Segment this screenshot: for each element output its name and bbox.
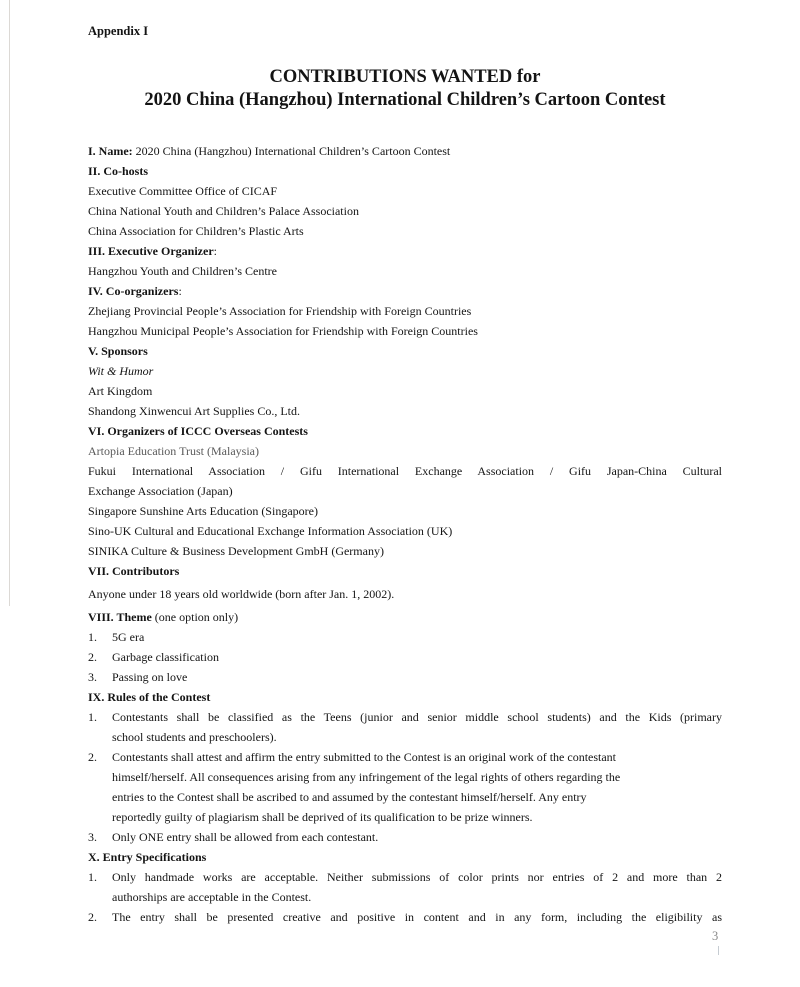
- text-run: VII. Contributors: [88, 564, 180, 578]
- doc-line: [88, 767, 722, 787]
- title-line-2: 2020 China (Hangzhou) International Children’s Cartoon Contest: [144, 90, 666, 110]
- text-run: Anyone under 18 years old worldwide (born after Jan. 1, 2002).: [88, 587, 395, 601]
- document-body: [88, 141, 722, 927]
- text-run: V. Sponsors: [88, 344, 148, 358]
- text-run: authorships are acceptable in the Contest.: [112, 890, 312, 904]
- doc-line: [88, 707, 722, 727]
- text-run: Singapore Sunshine Arts Education (Singapore): [88, 504, 318, 518]
- doc-line: [88, 747, 722, 767]
- text-run: Exchange Association (Japan): [88, 484, 233, 498]
- doc-line: [88, 687, 722, 707]
- doc-line: [88, 381, 722, 401]
- text-run: Hangzhou Youth and Children’s Centre: [88, 264, 277, 278]
- doc-line: [88, 627, 722, 647]
- text-run: III. Executive Organizer: [88, 244, 214, 258]
- doc-line: [88, 181, 722, 201]
- list-number: 1.: [88, 870, 97, 884]
- text-run: Contestants shall attest and affirm the entry submitted to the Contest is an original work of the contestant: [112, 750, 617, 764]
- doc-line: [88, 667, 722, 687]
- text-run: Zhejiang Provincial People’s Association for Friendship with Foreign Countries: [88, 304, 472, 318]
- appendix-label: Appendix I: [88, 24, 149, 38]
- text-run: Only handmade works are acceptable. Neither submissions of color prints nor entries of 2 and more than 2: [112, 870, 722, 884]
- list-number: 2.: [88, 910, 97, 924]
- doc-line: [88, 361, 722, 381]
- doc-line: [88, 461, 722, 481]
- list-number: 3.: [88, 670, 97, 684]
- doc-line: [88, 301, 722, 321]
- text-run: China National Youth and Children’s Palace Association: [88, 204, 359, 218]
- list-number: 1.: [88, 630, 97, 644]
- page-number: 3: [712, 929, 719, 943]
- doc-line: [88, 541, 722, 561]
- text-run: Fukui International Association / Gifu International Exchange Association / Gifu Japan-China Cultural: [88, 464, 722, 478]
- doc-line: [88, 907, 722, 927]
- doc-line: [88, 584, 722, 604]
- title-line-1: CONTRIBUTIONS WANTED for: [269, 67, 541, 87]
- doc-line: [88, 421, 722, 441]
- text-run: The entry shall be presented creative and positive in content and in any form, including the eligibility as: [112, 910, 722, 924]
- doc-line: [88, 481, 722, 501]
- text-run: I. Name:: [88, 144, 136, 158]
- doc-line: [88, 561, 722, 581]
- doc-line: [88, 887, 722, 907]
- list-number: 3.: [88, 830, 97, 844]
- doc-line: [88, 847, 722, 867]
- text-run: Sino-UK Cultural and Educational Exchange Information Association (UK): [88, 524, 453, 538]
- text-run: school students and preschoolers).: [112, 730, 277, 744]
- list-number: 2.: [88, 650, 97, 664]
- text-run: (one option only): [151, 610, 239, 624]
- doc-line: [88, 867, 722, 887]
- text-run: 5G era: [112, 630, 145, 644]
- text-run: reportedly guilty of plagiarism shall be deprived of its qualification to be prize winners.: [112, 810, 533, 824]
- doc-line: [88, 827, 722, 847]
- doc-line: [88, 607, 722, 627]
- text-run: Garbage classification: [112, 650, 219, 664]
- text-run: Executive Committee Office of CICAF: [88, 184, 278, 198]
- text-run: Only ONE entry shall be allowed from each contestant.: [112, 830, 379, 844]
- text-run: Hangzhou Municipal People’s Association for Friendship with Foreign Countries: [88, 324, 478, 338]
- doc-line: [88, 341, 722, 361]
- page-edge-line: [9, 0, 10, 606]
- doc-line: [88, 241, 722, 261]
- text-run: VI. Organizers of ICCC Overseas Contests: [88, 424, 308, 438]
- doc-line: [88, 501, 722, 521]
- doc-line: [88, 221, 722, 241]
- doc-line: [88, 401, 722, 421]
- cursor-tick: [718, 946, 719, 955]
- text-run: II. Co-hosts: [88, 164, 149, 178]
- doc-line: [88, 441, 722, 461]
- doc-line: [88, 281, 722, 301]
- text-run: SINIKA Culture & Business Development GmbH (Germany): [88, 544, 384, 558]
- text-run: entries to the Contest shall be ascribed to and assumed by the contestant himself/herself. Any entry: [112, 790, 587, 804]
- doc-line: [88, 807, 722, 827]
- text-run: Contestants shall be classified as the Teens (junior and senior middle school students) and the Kids (primary: [112, 710, 722, 724]
- text-run: IX. Rules of the Contest: [88, 690, 211, 704]
- document-title: [88, 66, 722, 112]
- text-run: :: [213, 244, 217, 258]
- text-run: 2020 China (Hangzhou) International Children’s Cartoon Contest: [135, 144, 451, 158]
- text-run: X. Entry Specifications: [88, 850, 207, 864]
- text-run: Art Kingdom: [88, 384, 153, 398]
- doc-line: [88, 261, 722, 281]
- doc-line: [88, 201, 722, 221]
- text-run: Artopia Education Trust (Malaysia): [88, 444, 259, 458]
- text-run: China Association for Children’s Plastic Arts: [88, 224, 304, 238]
- text-run: VIII. Theme: [88, 610, 152, 624]
- text-run: Wit & Humor: [88, 364, 154, 378]
- text-run: IV. Co-organizers: [88, 284, 179, 298]
- text-run: :: [178, 284, 182, 298]
- text-run: Shandong Xinwencui Art Supplies Co., Ltd.: [88, 404, 300, 418]
- doc-line: [88, 727, 722, 747]
- doc-line: [88, 521, 722, 541]
- doc-line: [88, 647, 722, 667]
- doc-line: [88, 161, 722, 181]
- list-number: 1.: [88, 710, 97, 724]
- doc-line: [88, 787, 722, 807]
- text-run: himself/herself. All consequences arising from any infringement of the legal rights of others regarding the: [112, 770, 621, 784]
- doc-line: [88, 141, 722, 161]
- text-run: Passing on love: [112, 670, 188, 684]
- list-number: 2.: [88, 750, 97, 764]
- doc-line: [88, 321, 722, 341]
